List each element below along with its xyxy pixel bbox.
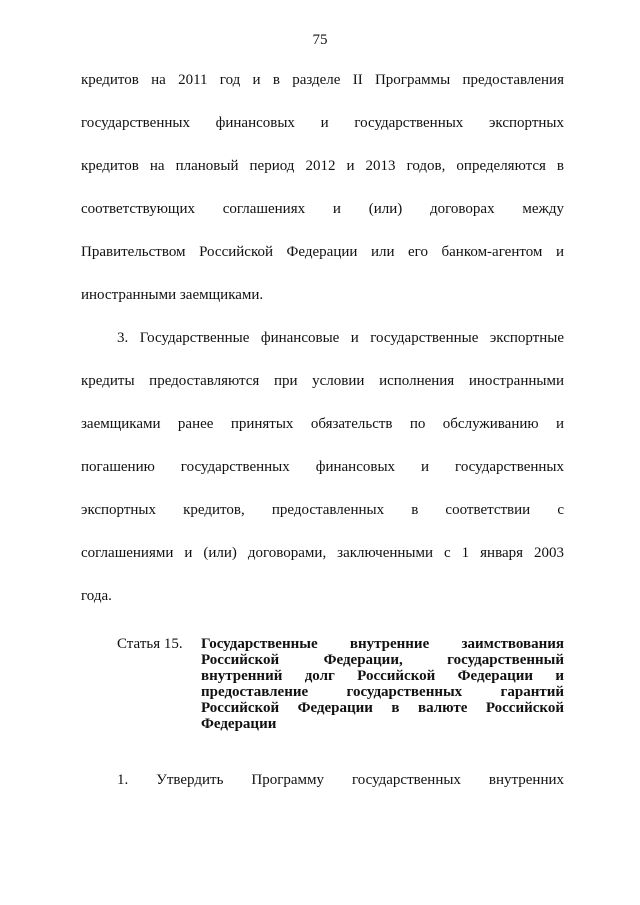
article-title-line: Российской Федерации в валюте Российской: [201, 700, 564, 716]
article-title: [201, 636, 564, 732]
article-title-line: внутренний долг Российской Федерации и: [201, 668, 564, 684]
article-title-line: Государственные внутренние заимствования: [201, 636, 564, 652]
text-line: экспортных кредитов, предоставленных в соответствии с: [81, 502, 564, 518]
article-title-line: Федерации: [201, 716, 277, 732]
article-title-line: предоставление государственных гарантий: [201, 684, 564, 700]
text-line: соглашениями и (или) договорами, заключенными с 1 января 2003: [81, 545, 564, 561]
text-line: 1. Утвердить Программу государственных внутренних: [117, 772, 564, 788]
page-number: 75: [312, 32, 328, 48]
text-line: Правительством Российской Федерации или его банком-агентом и: [81, 244, 564, 260]
text-line: соответствующих соглашениях и (или) договорах между: [81, 201, 564, 217]
text-line: государственных финансовых и государственных экспортных: [81, 115, 564, 131]
text-line: года.: [81, 588, 112, 604]
text-line: погашению государственных финансовых и государственных: [81, 459, 564, 475]
text-line: кредитов на 2011 год и в разделе II Программы предоставления: [81, 72, 564, 88]
text-line: иностранными заемщиками.: [81, 287, 264, 303]
article-label: Статья 15.: [117, 636, 183, 652]
article-title-line: Российской Федерации, государственный: [201, 652, 564, 668]
text-line: 3. Государственные финансовые и государственные экспортные: [117, 330, 564, 346]
text-line: кредитов на плановый период 2012 и 2013 годов, определяются в: [81, 158, 564, 174]
text-line: кредиты предоставляются при условии исполнения иностранными: [81, 373, 564, 389]
text-line: заемщиками ранее принятых обязательств по обслуживанию и: [81, 416, 564, 432]
